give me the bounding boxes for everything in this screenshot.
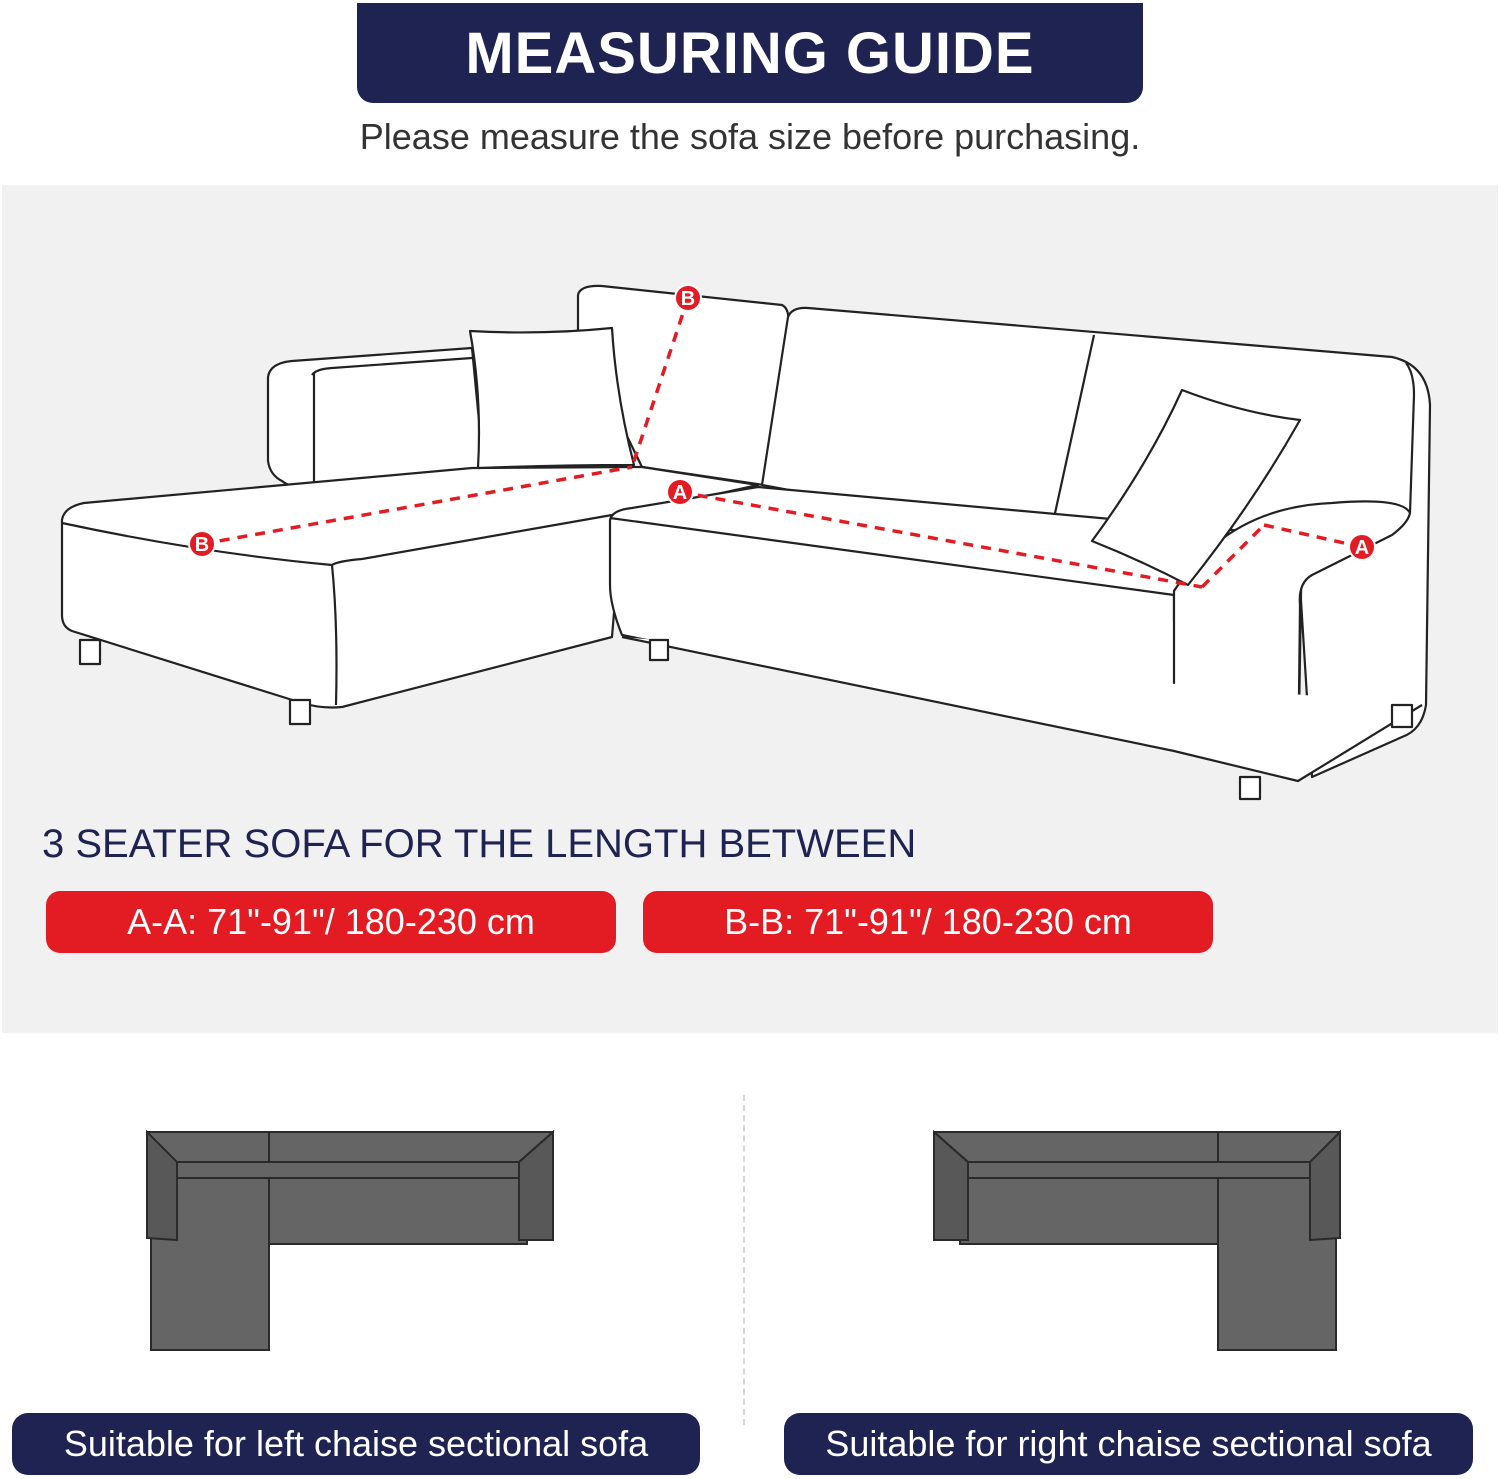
dashed-divider <box>743 1095 745 1425</box>
marker-a-middle-label: A <box>672 482 688 504</box>
left-chaise-caption: Suitable for left chaise sectional sofa <box>12 1413 700 1475</box>
page-title: MEASURING GUIDE <box>465 20 1035 86</box>
right-chaise-caption: Suitable for right chaise sectional sofa <box>784 1413 1473 1475</box>
measurement-aa: A-A: 71"-91"/ 180-230 cm <box>46 891 616 953</box>
page-subtitle: Please measure the sofa size before purchasing. <box>359 116 1141 157</box>
marker-a-right <box>1349 534 1375 560</box>
marker-a-middle <box>667 479 693 505</box>
marker-b-top <box>675 285 701 311</box>
marker-b-left <box>189 531 215 557</box>
measurement-bb: B-B: 71"-91"/ 180-230 cm <box>643 891 1213 953</box>
left-chaise-sofa-illustration <box>143 1128 559 1354</box>
seater-heading: 3 SEATER SOFA FOR THE LENGTH BETWEEN <box>42 822 917 866</box>
marker-a-right-label: A <box>1354 537 1370 559</box>
title-banner <box>357 3 1143 103</box>
marker-b-top-label: B <box>680 288 696 310</box>
marker-b-left-label: B <box>194 534 210 556</box>
right-chaise-sofa-illustration <box>930 1128 1346 1354</box>
